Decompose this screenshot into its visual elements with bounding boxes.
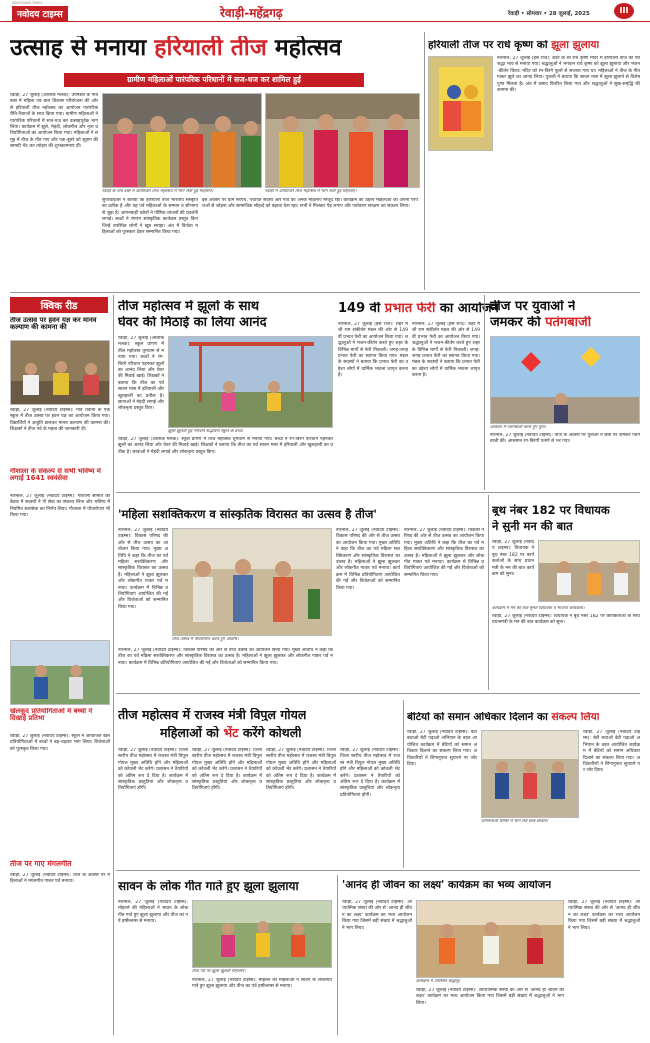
sports-photo — [11, 641, 110, 705]
jhule-body-bottom: रेवाड़ी, 27 जुलाई (आलोक मलक): स्कूल प्रांगण में तीज महोत्सव धूमधाम से मनाया गया। बच्चों ने रंग-बिरंगे परिधान पहनकर झूलों का आनंद लिया और घेवर की मिठाई खाई। शिक्षकों ने बताया कि तीज का पर्व सावन मास में हरियाली और खुशहाली का प्रतीक है। छात्राओं ने मेहंदी लगाई और लोकनृत्य प्रस्तुत किए। — [118, 437, 333, 455]
lead-headline: उत्साह से मनाया हरियाली तीज महोत्सव — [10, 36, 342, 61]
booth-body-2: रेवाड़ी, 27 जुलाई (नवोदय टाइम्स): विधायक ने बूथ नंबर 182 पर कार्यकर्ताओं के साथ प्रधानमंत्री के मन की बात कार्यक्रम को सुना। — [492, 614, 640, 626]
quick-photo-2 — [10, 640, 110, 705]
rtop-headline: हरियाली तीज पर राधे कृष्ण को झूला झुलाया — [428, 40, 600, 51]
lead-caption-1: रेवाड़ी के गांव बास में आयोजित तीज महोत्सव में भाग लेती हुई महिलाएं। — [102, 189, 214, 194]
prabhat-body-1: नारनौल, 27 जुलाई (हंस राज): शहर में श्री राम संकीर्तन मंडल की ओर से 149 वीं प्रभात फेरी का आयोजन किया गया। श्रद्धालुओं ने भजन-कीर्तन करते हुए शहर के विभिन्न मार्गों से फेरी निकाली। जगह-जगह प्रभात फेरी का स्वागत किया गया। मंडल के सदस्यों ने बताया कि प्रभात फेरी का उद्देश्य लोगों में धार्मिक भावना जागृत करना है। — [338, 322, 408, 379]
booth-caption: कार्यक्रम में मन की बात सुनते विधायक व भाजपा कार्यकर्ता। — [492, 606, 585, 611]
kite-flying-photo — [491, 337, 640, 424]
quick-body-2: नारनौल, 27 जुलाई (नवोदय टाइम्स): गौशाला समिति की बैठक में सदस्यों ने गौ सेवा का संकल्प लिया और भविष्य में नियमित स्वयंसेवा का निर्णय लिया। गौशाला में पौधारोपण भी किया गया। — [10, 494, 110, 519]
patang-headline-2: जमकर की पतंगबाजी — [490, 316, 592, 330]
lead-caption-2: रेवाड़ी में आयोजित तीज महोत्सव में भाग लेती हुई महिलाएं। — [265, 189, 357, 194]
swing-women-photo — [193, 901, 332, 968]
lakshya-photo — [416, 900, 564, 978]
saavan-photo — [192, 900, 332, 968]
mahila-body-3: नारनौल, 27 जुलाई (नवोदय टाइम्स): विकास परिषद की ओर से तीज उत्सव का आयोजन किया गया। मुख्य अतिथि ने कहा कि तीज का पर्व महिला सशक्तिकरण और सांस्कृतिक विरासत का उत्सव है। महिलाओं ने झूला झूलकर और लोकगीत गाकर पर्व मनाया। कार्यक्रम में विभिन्न प्रतियोगिताएं आयोजित की गईं और विजेताओं को सम्मानित किया गया। — [336, 528, 400, 591]
betiyan-caption: जागरूकता शिविर में भाग लेते छात्र-छात्राएं। — [481, 819, 549, 824]
saavan-caption: तीज पर्व पर झूला झूलती महिलाएं। — [192, 969, 246, 974]
mahila-headline: 'महिला सशक्तिकरण व सांस्कृतिक विरासत का उत्सव है तीज' — [118, 508, 377, 521]
masthead-tiny: NAVODAYA TIMES — [12, 1, 43, 5]
goyal-body-2: रेवाड़ी, 27 जुलाई (नवोदय टाइम्स): जिला स्तरीय तीज महोत्सव में राजस्व मंत्री विपुल गोयल मुख्य अतिथि होंगे और महिलाओं को कोथली भेंट करेंगे। प्रशासन ने तैयारियों को अंतिम रूप दे दिया है। कार्यक्रम में सांस्कृतिक प्रस्तुतियां और लोकनृत्य प्रतियोगिताएं होंगी। — [192, 748, 262, 792]
lakshya-caption: कार्यक्रम में उपस्थित श्रद्धालु। — [416, 979, 461, 984]
jhule-caption: झूला झूलती हुई भगवान सद्भावना स्कूल के बच्चे। — [168, 429, 244, 434]
quick-body-3: रेवाड़ी, 27 जुलाई (नवोदय टाइम्स): स्कूल में आयोजित खेल प्रतियोगिताओं में बच्चों ने बढ़-चढ़कर भाग लिया। विजेताओं को पुरस्कृत किया गया। — [10, 734, 110, 752]
quick-headline-2: गौशाला के संकल्प से सभी भविष्य में लगाई 1641 स्वयंसेवा — [10, 468, 101, 483]
booth-photo — [538, 540, 640, 602]
booth-headline-1: बूथ नंबर 182 पर विधायक — [492, 504, 610, 517]
lead-column-3: इस अवसर पर ग्राम सरपंच, पंचायत सदस्य और गांव की अनेक महिलाएं मौजूद रहीं। कार्यक्रम का उद्देश्य महिलाओं को अपनी परंपराओं से जोड़ना और सामाजिक सौहार्द को बढ़ावा देना रहा। सभी ने मिलकर पेड़ लगाए और पर्यावरण संरक्षण का संकल्प लिया। — [202, 198, 418, 210]
plantation-photo — [173, 529, 332, 636]
quick-body-4: रेवाड़ी, 27 जुलाई (नवोदय टाइम्स): तीज के अवसर पर महिलाओं ने मंगलगीत गाकर पर्व मनाया। — [10, 873, 110, 885]
mahila-body-2: नारनौल, 27 जुलाई (नवोदय टाइम्स): विकास परिषद की ओर से तीज उत्सव का आयोजन किया गया। मुख्य अतिथि ने कहा कि तीज का पर्व महिला सशक्तिकरण और सांस्कृतिक विरासत का उत्सव है। महिलाओं ने झूला झूलकर और लोकगीत गाकर पर्व मनाया। कार्यक्रम में विभिन्न प्रतियोगिताएं आयोजित की गईं और विजेताओं को सम्मानित किया गया। — [118, 648, 333, 666]
swing-photo — [169, 337, 333, 428]
quick-headline-4: तीज पर गाए मंगलगीत — [10, 860, 72, 868]
meeting-photo — [539, 541, 640, 602]
patang-headline-1: तीज पर युवाओं ने — [490, 300, 576, 314]
goyal-body-3: रेवाड़ी, 27 जुलाई (नवोदय टाइम्स): जिला स्तरीय तीज महोत्सव में राजस्व मंत्री विपुल गोयल मुख्य अतिथि होंगे और महिलाओं को कोथली भेंट करेंगे। प्रशासन ने तैयारियों को अंतिम रूप दे दिया है। कार्यक्रम में सांस्कृतिक प्रस्तुतियां और लोकनृत्य प्रतियोगिताएं होंगी। — [266, 748, 336, 792]
jhule-photo — [168, 336, 333, 428]
lead-column-1: रेवाड़ी, 27 जुलाई (आलोक मलक): उपमंडल के गांव बास में महिला एवं बाल विकास परियोजना की ओर से हरियाली तीज महोत्सव का आयोजन पारंपरिक रीति-रिवाजों के साथ किया गया। ग्रामीण महिलाओं ने पारंपरिक परिधानों में सज-धज कर उत्साहपूर्वक भाग लिया। कार्यक्रम में झूले, मेहंदी, लोकगीत और नृत्य प्रतियोगिताओं का आयोजन किया गया। महिलाओं ने समूह में तीज के गीत गाए और एक-दूसरे को सुहाग की सामग्री भेंट कर त्योहार की शुभकामनाएं दीं। — [10, 93, 98, 150]
masthead: नवोदय टाइम्स — [12, 6, 68, 21]
quick-photo-1 — [10, 340, 110, 405]
goyal-body-4: रेवाड़ी, 27 जुलाई (नवोदय टाइम्स): जिला स्तरीय तीज महोत्सव में राजस्व मंत्री विपुल गोयल मुख्य अतिथि होंगे और महिलाओं को कोथली भेंट करेंगे। प्रशासन ने तैयारियों को अंतिम रूप दे दिया है। कार्यक्रम में सांस्कृतिक प्रस्तुतियां और लोकनृत्य प्रतियोगिताएं होंगी। — [340, 748, 400, 798]
betiyan-photo — [481, 730, 579, 818]
saavan-body-2: नारनौल, 27 जुलाई (नवोदय टाइम्स): मोहल्ले की महिलाओं ने सावन के लोकगीत गाते हुए झूला झुलाया और तीज का पर्व हर्षोल्लास से मनाया। — [192, 978, 332, 990]
goyal-headline-2: महिलाओं को भेंट करेंगे कोथली — [160, 726, 302, 740]
mahila-caption: तीज उत्सव में पौधारोपण करते हुए अतिथि। — [172, 637, 239, 642]
page-number: III — [614, 3, 634, 19]
prabhat-headline: 149 वीं प्रभात फेरी का आयोजन — [338, 302, 499, 316]
mahila-photo — [172, 528, 332, 636]
quick-read-title: क्विक रीड — [10, 297, 108, 313]
mahila-body-4: नारनौल, 27 जुलाई (नवोदय टाइम्स): विकास परिषद की ओर से तीज उत्सव का आयोजन किया गया। मुख्य अतिथि ने कहा कि तीज का पर्व महिला सशक्तिकरण और सांस्कृतिक विरासत का उत्सव है। महिलाओं ने झूला झूलकर और लोकगीत गाकर पर्व मनाया। कार्यक्रम में विभिन्न प्रतियोगिताएं आयोजित की गईं और विजेताओं को सम्मानित किया गया। — [404, 528, 484, 578]
patang-caption: आकाश में पतंगबाजी करते हुए युवा। — [490, 425, 547, 430]
rtop-body: नारनौल, 27 जुलाई (हंस राज): शहर के श्री राधे कृष्ण मंदिर में हरियाली तीज का पर्व श्रद्धा भाव से मनाया गया। श्रद्धालुओं ने भगवान राधे कृष्ण को झूला झुलाया और भजन-कीर्तन किया। मंदिर को रंग-बिरंगे फूलों से सजाया गया था। महिलाओं ने तीज के गीत गाकर झूले का आनंद लिया। पुजारी ने बताया कि सावन मास में झूला झुलाने से विशेष पुण्य मिलता है। अंत में प्रसाद वितरित किया गया और श्रद्धालुओं ने सुख-समृद्धि की कामना की। — [497, 56, 640, 94]
section-title: रेवाड़ी-महेंद्रगढ़ — [220, 6, 283, 20]
women-group-photo — [266, 94, 420, 188]
lakshya-headline: 'आनंद ही जीवन का लक्ष्य' कार्यक्रम का भव्य आयोजन — [342, 880, 552, 891]
goyal-body-1: रेवाड़ी, 27 जुलाई (नवोदय टाइम्स): जिला स्तरीय तीज महोत्सव में राजस्व मंत्री विपुल गोयल मुख्य अतिथि होंगे और महिलाओं को कोथली भेंट करेंगे। प्रशासन ने तैयारियों को अंतिम रूप दे दिया है। कार्यक्रम में सांस्कृतिक प्रस्तुतियां और लोकनृत्य प्रतियोगिताएं होंगी। — [118, 748, 188, 792]
top-bar — [0, 0, 650, 22]
students-photo — [482, 731, 579, 818]
mahila-body-1: नारनौल, 27 जुलाई (नवोदय टाइम्स): विकास परिषद की ओर से तीज उत्सव का आयोजन किया गया। मुख्य अतिथि ने कहा कि तीज का पर्व महिला सशक्तिकरण और सांस्कृतिक विरासत का उत्सव है। महिलाओं ने झूला झूलकर और लोकगीत गाकर पर्व मनाया। कार्यक्रम में विभिन्न प्रतियोगिताएं आयोजित की गईं और विजेताओं को सम्मानित किया गया। — [118, 528, 168, 610]
jhule-headline-2: घेवर की मिठाई का लिया आनंद — [118, 316, 267, 330]
program-photo — [417, 901, 564, 978]
issue-date: रेवाड़ी • सोमवार • 28 जुलाई, 2025 — [508, 11, 590, 17]
patang-body: नारनौल, 27 जुलाई (नवोदय टाइम्स): तीज के अवसर पर युवाओं ने छतों पर जमकर पतंगबाजी की। आसमान रंग-बिरंगी पतंगों से भर गया। — [490, 433, 640, 445]
lead-photo-2 — [265, 93, 420, 188]
quick-headline-3: खेलकूद प्रतियोगिताओं में बच्चों ने दिखाई प्रतिभा — [10, 708, 93, 723]
saavan-headline: सावन के लोक गीत गाते हुए झूला झुलाया — [118, 880, 299, 893]
lead-photo-1 — [102, 93, 262, 188]
quick-body-1: रेवाड़ी, 27 जुलाई (नवोदय टाइम्स): गांव धवाना के एक स्कूल में तीज उत्सव पर हवन यज्ञ का आयोजन किया गया। विद्यार्थियों ने आहुति डालकर मानव कल्याण की कामना की। शिक्षकों ने तीज पर्व के महत्व की जानकारी दी। — [10, 408, 110, 433]
quick-headline-1: तीज उत्सव पर हवन यज्ञ कर मानव कल्याण की कामना की — [10, 317, 97, 332]
jhule-headline-1: तीज महोत्सव में झूलों के साथ — [118, 300, 260, 314]
lakshya-body-1: रेवाड़ी, 27 जुलाई (नवोदय टाइम्स): आध्यात्मिक संस्था की ओर से 'आनंद ही जीवन का लक्ष्य' कार्यक्रम का भव्य आयोजन किया गया जिसमें बड़ी संख्या में श्रद्धालुओं ने भाग लिया। — [342, 900, 412, 931]
jhule-body-left: रेवाड़ी, 27 जुलाई (आलोक मलक): स्कूल प्रांगण में तीज महोत्सव धूमधाम से मनाया गया। बच्चों ने रंग-बिरंगे परिधान पहनकर झूलों का आनंद लिया और घेवर की मिठाई खाई। शिक्षकों ने बताया कि तीज का पर्व सावन मास में हरियाली और खुशहाली का प्रतीक है। छात्राओं ने मेहंदी लगाई और लोकनृत्य प्रस्तुत किए। — [118, 336, 164, 412]
rtop-photo — [428, 56, 493, 151]
saavan-body-1: नारनौल, 27 जुलाई (नवोदय टाइम्स): मोहल्ले की महिलाओं ने सावन के लोकगीत गाते हुए झूला झुलाया और तीज का पर्व हर्षोल्लास से मनाया। — [118, 900, 188, 925]
patang-photo — [490, 336, 640, 424]
prabhat-body-2: नारनौल, 27 जुलाई (हंस राज): शहर में श्री राम संकीर्तन मंडल की ओर से 149 वीं प्रभात फेरी का आयोजन किया गया। श्रद्धालुओं ने भजन-कीर्तन करते हुए शहर के विभिन्न मार्गों से फेरी निकाली। जगह-जगह प्रभात फेरी का स्वागत किया गया। मंडल के सदस्यों ने बताया कि प्रभात फेरी का उद्देश्य लोगों में धार्मिक भावना जागृत करना है। — [412, 322, 480, 379]
women-group-photo — [103, 94, 262, 188]
goyal-headline-1: तीज महोत्सव में राजस्व मंत्री विपुल गोयल — [118, 708, 307, 722]
havan-photo — [11, 341, 110, 405]
betiyan-headline: बेटियों को समान अधिकार दिलाने का संकल्प लिया — [407, 712, 600, 723]
betiyan-body-1: रेवाड़ी, 27 जुलाई (नवोदय टाइम्स): बेटी बचाओ बेटी पढ़ाओ अभियान के तहत आयोजित कार्यक्रम में बेटियों को समान अधिकार दिलाने का संकल्प लिया गया। अधिकारियों ने लिंगानुपात सुधारने पर जोर दिया। — [407, 730, 477, 768]
betiyan-body-2: रेवाड़ी, 27 जुलाई (नवोदय टाइम्स): बेटी बचाओ बेटी पढ़ाओ अभियान के तहत आयोजित कार्यक्रम में बेटियों को समान अधिकार दिलाने का संकल्प लिया गया। अधिकारियों ने लिंगानुपात सुधारने पर जोर दिया। — [583, 730, 640, 774]
lakshya-body-2: रेवाड़ी, 27 जुलाई (नवोदय टाइम्स): आध्यात्मिक संस्था की ओर से 'आनंद ही जीवन का लक्ष्य' कार्यक्रम का भव्य आयोजन किया गया जिसमें बड़ी संख्या में श्रद्धालुओं ने भाग लिया। — [416, 988, 564, 1006]
lead-column-2: सुपरवाइजर ने बताया कि हरियाली तीज भारतीय संस्कृति का प्रतीक है और यह पर्व महिलाओं के सम्मान व सौभाग्य से जुड़ा है। आंगनवाड़ी वर्करों ने पौष्टिक व्यंजनों की प्रदर्शनी लगाई। बच्चों ने रंगारंग सांस्कृतिक कार्यक्रम प्रस्तुत किए जिन्हें उपस्थित लोगों ने खूब सराहा। अंत में विजेता महिलाओं को पुरस्कार देकर सम्मानित किया गया। — [102, 198, 198, 236]
lakshya-body-3: रेवाड़ी, 27 जुलाई (नवोदय टाइम्स): आध्यात्मिक संस्था की ओर से 'आनंद ही जीवन का लक्ष्य' कार्यक्रम का भव्य आयोजन किया गया जिसमें बड़ी संख्या में श्रद्धालुओं ने भाग लिया। — [568, 900, 640, 931]
booth-body-1: रेवाड़ी, 27 जुलाई (नवोदय टाइम्स): विधायक ने बूथ नंबर 182 पर कार्यकर्ताओं के साथ प्रधानमंत्री के मन की बात कार्यक्रम को सुना। — [492, 540, 534, 578]
booth-headline-2: ने सुनी मन की बात — [492, 520, 573, 533]
lead-banner: ग्रामीण महिलाओं पारंपरिक परिधानों में सज-धज कर शामिल हुईं — [64, 73, 364, 87]
temple-photo — [429, 57, 493, 151]
